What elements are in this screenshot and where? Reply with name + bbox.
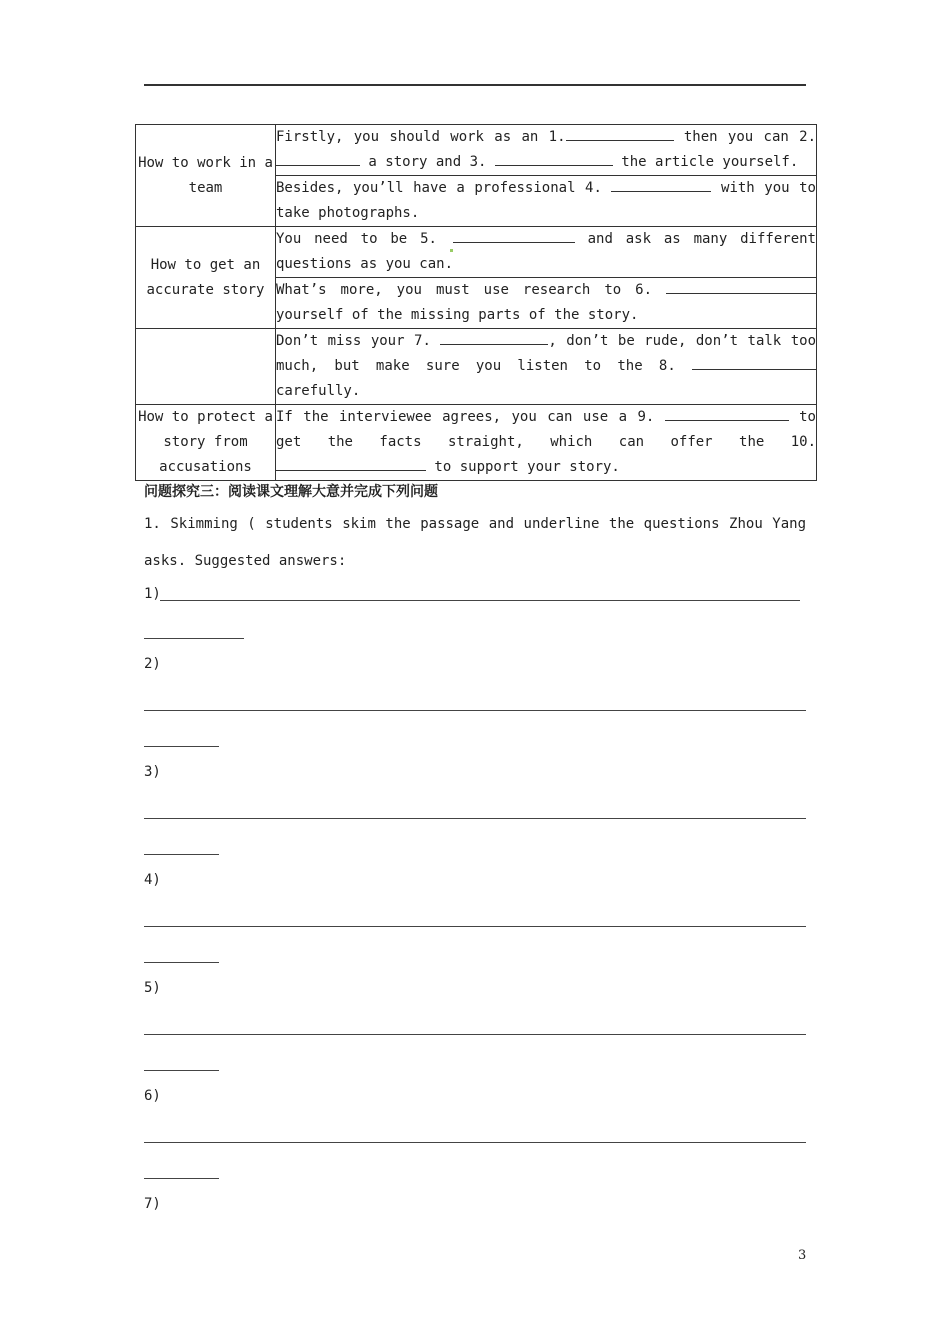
detail-cell: Besides, you’ll have a professional 4. with you to take photographs. <box>276 176 817 227</box>
blank-2[interactable] <box>276 151 360 166</box>
summary-table <box>135 124 817 481</box>
topic-cell: How to get an accurate story <box>136 227 276 329</box>
table-row <box>136 329 817 405</box>
answer-line[interactable] <box>144 854 219 855</box>
answer-line[interactable] <box>144 638 244 639</box>
answer-line[interactable] <box>144 1070 219 1071</box>
blank-8[interactable] <box>692 355 816 370</box>
answer-line[interactable] <box>144 746 219 747</box>
page-number: 3 <box>798 1248 807 1263</box>
topic-cell: How to work in a team <box>136 125 276 227</box>
blank-9[interactable] <box>665 406 789 421</box>
answer-line[interactable] <box>160 600 800 601</box>
answer-label-2: 2) <box>144 656 161 672</box>
answer-line[interactable] <box>144 1034 806 1035</box>
answer-line[interactable] <box>144 1178 219 1179</box>
topic-cell <box>136 329 276 405</box>
blank-4[interactable] <box>611 177 711 192</box>
answer-label-6: 6) <box>144 1088 161 1104</box>
answer-label-5: 5) <box>144 980 161 996</box>
answer-line[interactable] <box>144 926 806 927</box>
answer-label-4: 4) <box>144 872 161 888</box>
table-row <box>136 227 817 278</box>
answer-line[interactable] <box>144 710 806 711</box>
header-rule <box>144 84 806 86</box>
answer-label-1: 1) <box>144 586 161 602</box>
blank-1[interactable] <box>566 126 674 141</box>
ink-dot <box>450 249 453 252</box>
blank-10[interactable] <box>276 456 426 471</box>
detail-cell: If the interviewee agrees, you can use a 9. to get the facts straight, which can offer the 10. to support your story. <box>276 405 817 481</box>
answer-label-7: 7) <box>144 1196 161 1212</box>
blank-5[interactable] <box>453 228 575 243</box>
instruction-paragraph: 1. Skimming ( students skim the passage and underline the questions Zhou Yang asks. Suggested answers: <box>144 516 806 569</box>
table-row <box>136 405 817 481</box>
detail-cell: Don’t miss your 7. , don’t be rude, don’t talk too much, but make sure you listen to the 8. carefully. <box>276 329 817 405</box>
answer-label-3: 3) <box>144 764 161 780</box>
table-row <box>136 125 817 176</box>
blank-3[interactable] <box>495 151 613 166</box>
answer-line[interactable] <box>144 962 219 963</box>
detail-cell: You need to be 5. and ask as many different questions as you can. <box>276 227 817 278</box>
topic-cell: How to protect a story from accusations <box>136 405 276 481</box>
answer-line[interactable] <box>144 1142 806 1143</box>
section-heading: 问题探究三：阅读课文理解大意并完成下列问题 <box>144 484 438 500</box>
detail-cell: What’s more, you must use research to 6. yourself of the missing parts of the story. <box>276 278 817 329</box>
answer-line[interactable] <box>144 818 806 819</box>
detail-cell: Firstly, you should work as an 1. then you can 2. a story and 3. the article yourself. <box>276 125 817 176</box>
blank-6[interactable] <box>666 279 816 294</box>
blank-7[interactable] <box>440 330 548 345</box>
